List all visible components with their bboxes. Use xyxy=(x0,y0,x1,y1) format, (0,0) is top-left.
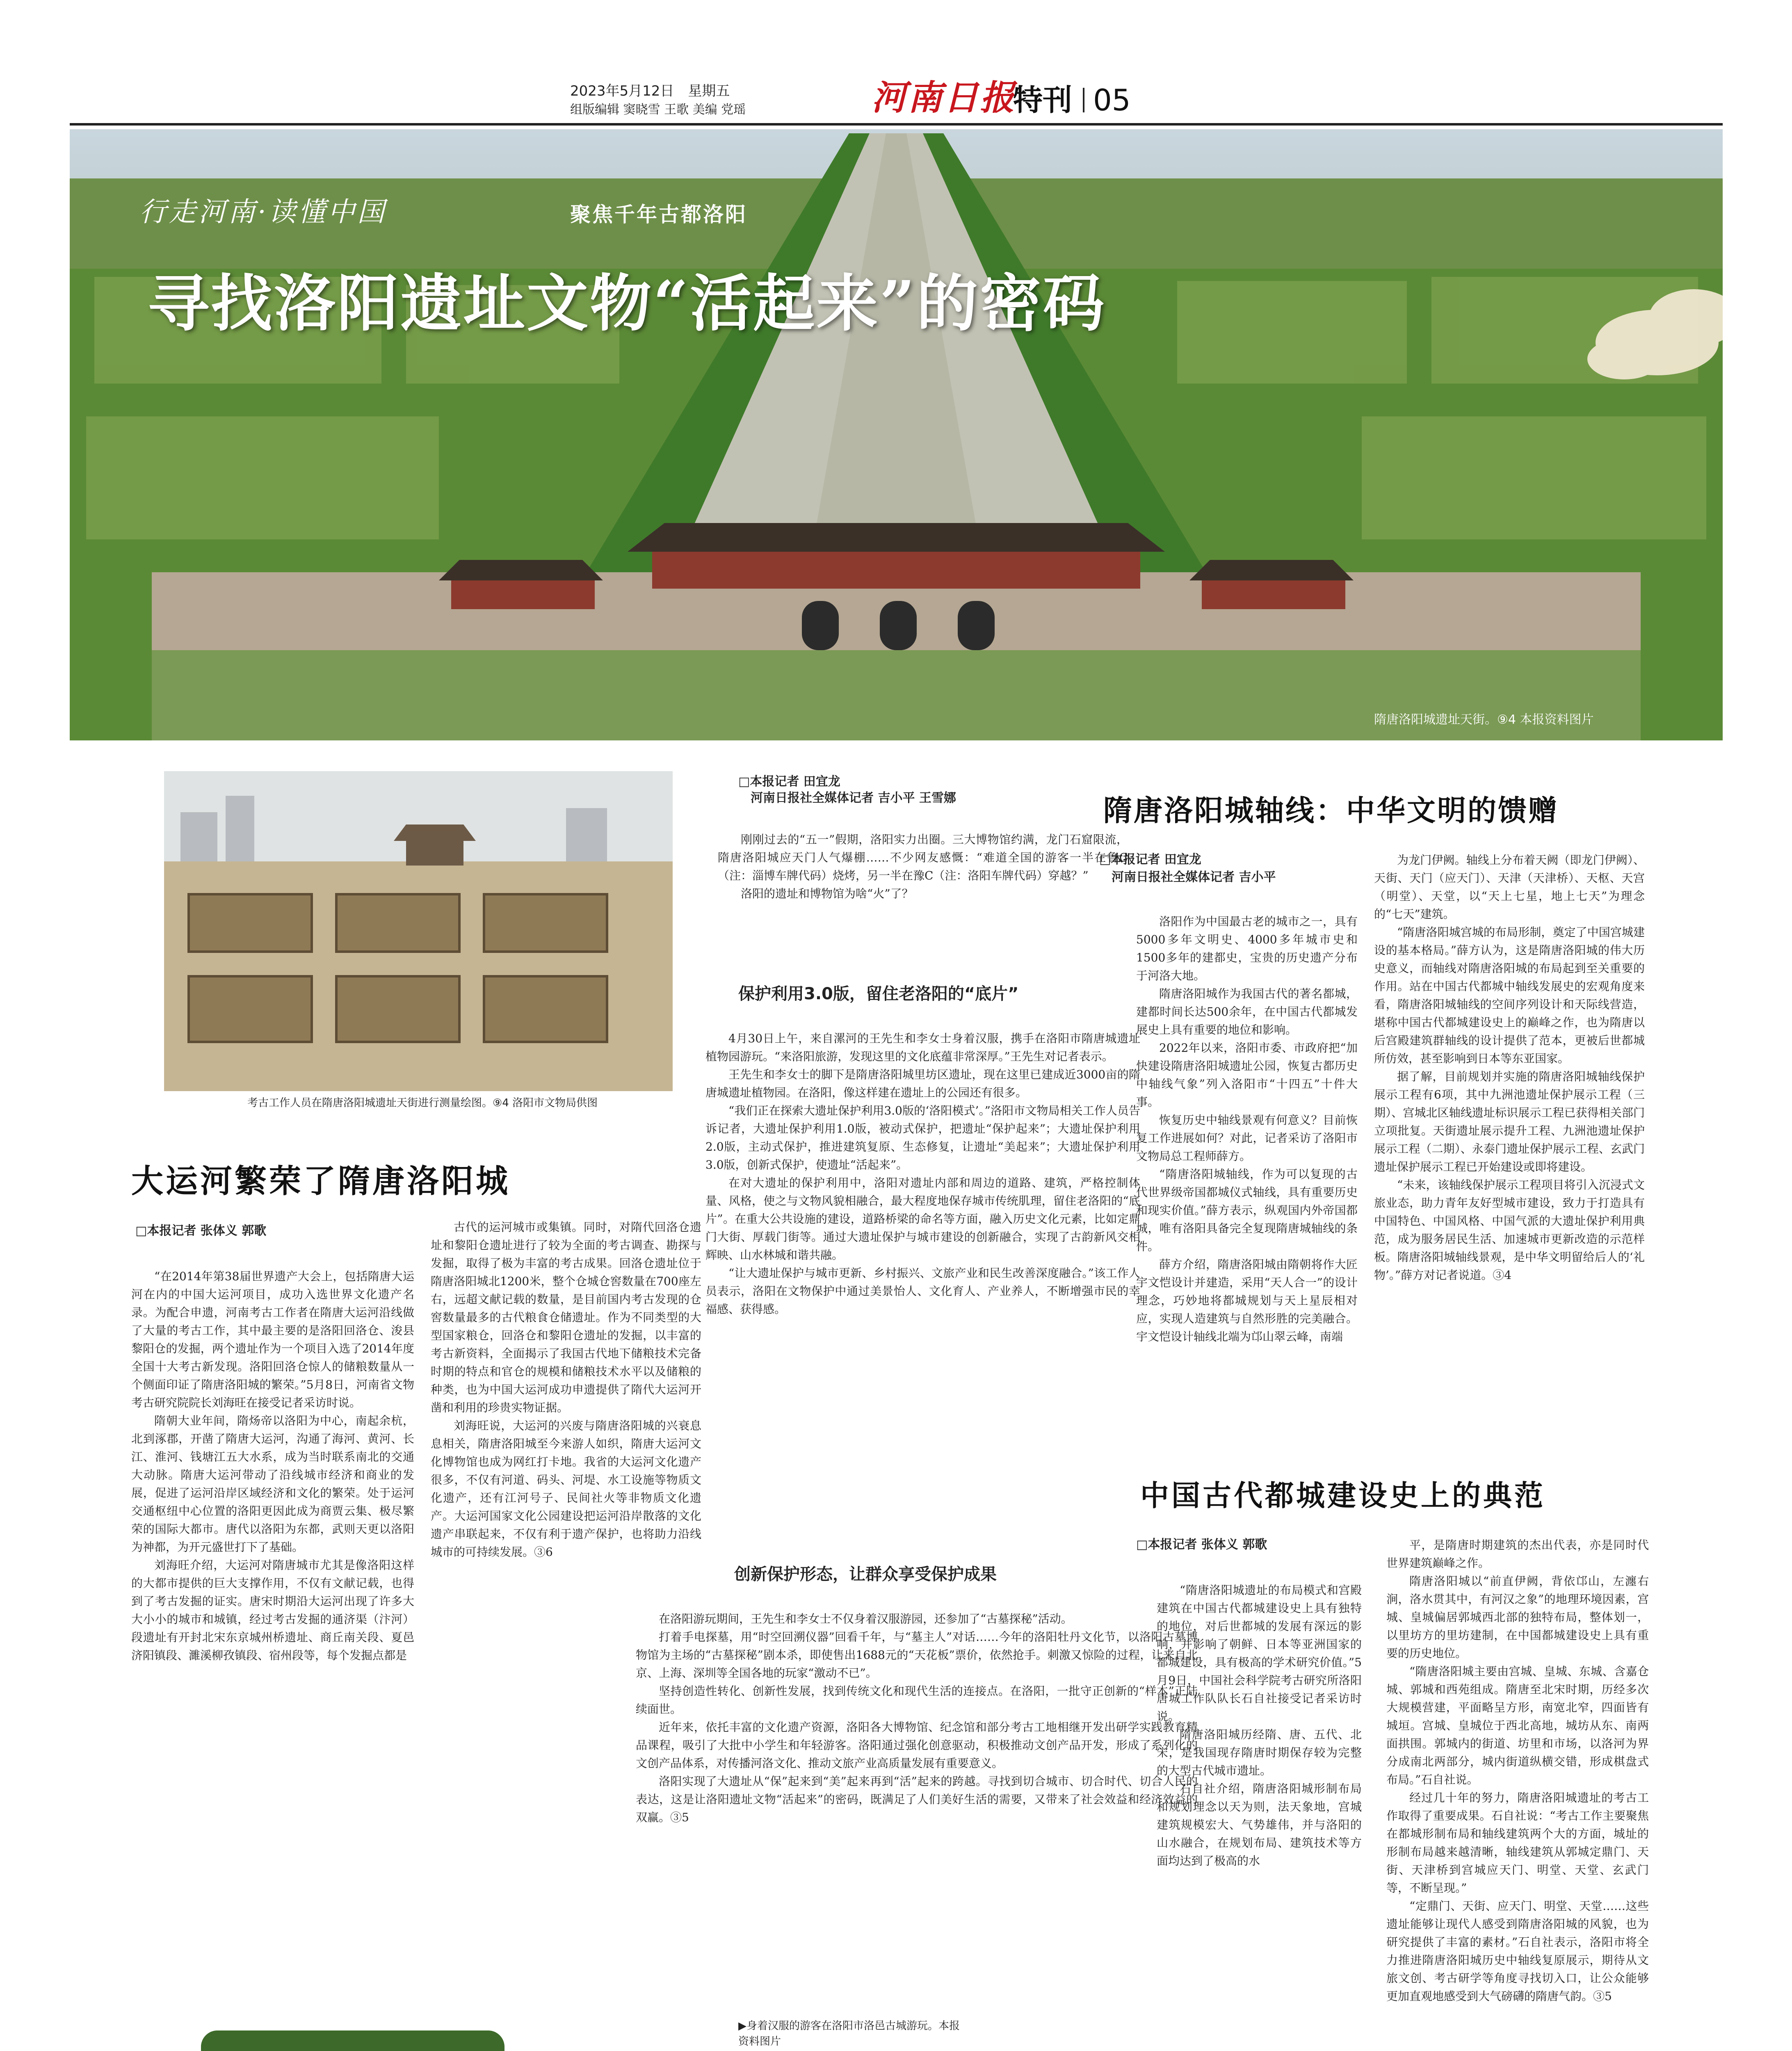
paragraph: 石自社介绍，隋唐洛阳城形制布局和规划理念以天为则，法天象地，宫城建筑规模宏大、气势雄伟，并与洛阳的山水融合，在规划布局、建筑技术等方面均达到了极高的水 xyxy=(1157,1782,1362,1868)
paragraph: 坚持创造性转化、创新性发展，找到传统文化和现代生活的连接点。在洛阳，一批守正创新的“样本”正陆续面世。 xyxy=(636,1684,1198,1716)
paragraph: “定鼎门、天街、应天门、明堂、天堂……这些遗址能够让现代人感受到隋唐洛阳城的风貌，也为研究提供了丰富的素材。”石自社表示，洛阳市将全力推进隋唐洛阳城历史中轴线复原展示，期待从文旅文创、考古研学等角度寻找切入口，让公众能够更加直观地感受到大气磅礴的隋唐气韵。③5 xyxy=(1386,1899,1649,2003)
capital-article-col2 xyxy=(1386,1536,1649,2005)
paragraph: 2022年以来，洛阳市委、市政府把“加快建设隋唐洛阳城遗址公园，恢复古都历史中轴线气象”列入洛阳市“十四五”十件大事。 xyxy=(1136,1041,1358,1109)
paragraph: 隋唐洛阳城历经隋、唐、五代、北宋，是我国现存隋唐时期保存较为完整的大型古代城市遗址。 xyxy=(1157,1728,1362,1777)
paragraph: 刘海旺介绍，大运河对隋唐城市尤其是像洛阳这样的大都市提供的巨大支撑作用，不仅有文献记载，也得到了考古发掘的证实。唐宋时期沿大运河出现了许多大大小小的城市和城镇，经过考古发掘的通济渠（汴河）段遗址有开封北宋东京城州桥遗址、商丘南关段、夏邑济阳镇段、濉溪柳孜镇段、宿州段等，每个发掘点都是 xyxy=(131,1558,414,1662)
capital-article-col1 xyxy=(1157,1581,1362,1870)
paragraph: 洛阳作为中国最古老的城市之一，具有5000多年文明史、4000多年城市史和1500多年的建都史，宝贵的历史遗产分布于河洛大地。 xyxy=(1136,915,1358,982)
paragraph: 为龙门伊阙。轴线上分布着天阙（即龙门伊阙）、天街、天门（应天门）、天津（天津桥）、天枢、天宫（明堂）、天堂，以“天上七星，地上七天”为理念的“七天”建筑。 xyxy=(1374,853,1645,921)
paragraph: 4月30日上午，来自漯河的王先生和李女士身着汉服，携手在洛阳市隋唐城遗址植物园游玩。“来洛阳旅游，发现这里的文化底蕴非常深厚。”王先生对记者表示。 xyxy=(705,1032,1140,1063)
paragraph: 打着手电探墓，用“时空回溯仪器”回看千年，与“墓主人”对话……今年的洛阳牡丹文化节，以洛阳古墓博物馆为主场的“古墓探秘”剧本杀，即使售出1688元的“天花板”票价，依然抢手。刺激又惊险的过程，让来自北京、上海、深圳等全国各地的玩家“激动不已”。 xyxy=(636,1630,1198,1680)
drilling-photo xyxy=(201,2030,504,2051)
hanfu-photo-caption: ▶身着汉服的游客在洛阳市洛邑古城游玩。本报资料图片 xyxy=(738,2020,960,2048)
center-article-byline-2: 河南日报社全媒体记者 吉小平 王雪娜 xyxy=(751,791,956,805)
header-editors: 组版编辑 窦晓雪 王歌 美编 党瑶 xyxy=(570,103,746,117)
axis-article-byline-1: □本报记者 田宜龙 xyxy=(1099,852,1201,867)
paragraph: 古代的运河城市或集镇。同时，对隋代回洛仓遗址和黎阳仓遗址进行了较为全面的考古调查、勘探与发掘，取得了极为丰富的考古成果。回洛仓遗址位于隋唐洛阳城北1200米，整个仓城仓窖数量在700座左右，远超文献记载的数量，是目前国内考古发现的仓窖数量最多的古代粮食仓储遗址。作为不同类型的大型国家粮仓，回洛仓和黎阳仓遗址的发掘，以丰富的考古新资料，全面揭示了我国古代地下储粮技术完备时期的特点和官仓的规模和储粮技术水平以及储粮的种类，也为中国大运河成功申遗提供了隋代大运河开凿和利用的珍贵实物证据。 xyxy=(431,1220,701,1414)
axis-article-col1 xyxy=(1136,913,1358,1346)
paragraph: 隋唐洛阳城作为我国古代的著名都城，建都时间长达500余年，在中国古代都城发展史上具有重要的地位和影响。 xyxy=(1136,987,1358,1037)
center-article-intro xyxy=(718,831,1128,903)
header-rule xyxy=(70,123,1723,126)
survey-photo xyxy=(164,771,673,1091)
paragraph: “未来，该轴线保护展示工程项目将引入沉浸式文旅业态，助力青年友好型城市建设，致力于打造具有中国特色、中国风格、中国气派的大遗址保护利用典范，成为服务居民生活、加速城市更新改造的示范样板。隋唐洛阳城轴线景观，是中华文明留给后人的‘礼物’。”薛方对记者说道。③4 xyxy=(1374,1178,1645,1282)
paragraph: 近年来，依托丰富的文化遗产资源，洛阳各大博物馆、纪念馆和部分考古工地相继开发出研学实践教育精品课程，吸引了大批中小学生和年轻游客。洛阳通过强化创意驱动，积极推动文创产品开发，形成了系列化的文创产品体系，对传播河洛文化、推动文旅产业高质量发展有重要意义。 xyxy=(636,1720,1198,1770)
paragraph: 经过几十年的努力，隋唐洛阳城遗址的考古工作取得了重要成果。石自社说：“考古工作主要聚焦在都城形制布局和轴线建筑两个大的方面，城址的形制布局越来越清晰，轴线建筑从郭城定鼎门、天街、天津桥到宫城应天门、明堂、天堂、玄武门等，不断呈现。” xyxy=(1386,1791,1649,1895)
canal-article-title: 大运河繁荣了隋唐洛阳城 xyxy=(131,1163,511,1200)
hero-subkicker: 聚焦千年古都洛阳 xyxy=(570,203,747,226)
paragraph: “隋唐洛阳城轴线，作为可以复现的古代世界级帝国都城仪式轴线，具有重要历史和现实价值。”薛方表示，纵观国内外帝国都城，唯有洛阳具备完全复现隋唐城轴线的条件。 xyxy=(1136,1167,1358,1253)
newspaper-logo: 河南日报 xyxy=(872,77,1016,118)
paragraph: 薛方介绍，隋唐洛阳城由隋朝将作大匠宇文恺设计并建造，采用“天人合一”的设计理念，巧妙地将都城规划与天上星辰相对应，实现人造建筑与自然形胜的完美融合。宇文恺设计轴线北端为邙山翠云峰，南端 xyxy=(1136,1258,1358,1343)
paragraph: “隋唐洛阳城主要由宫城、皇城、东城、含嘉仓城、郭城和西苑组成。隋唐至北宋时期，历经多次大规模营建，平面略呈方形，南宽北窄，四面皆有城垣。宫城、皇城位于西北高地，城坊从东、南两面拱围。郭城内的街道、坊里和市场，以洛河为界分成南北两部分，城内街道纵横交错，形成棋盘式布局。”石自社说。 xyxy=(1386,1665,1649,1786)
center-subheading-1: 保护利用3.0版，留住老洛阳的“底片” xyxy=(738,984,1019,1003)
paragraph: “隋唐洛阳城宫城的布局形制，奠定了中国宫城建设的基本格局。”薛方认为，这是隋唐洛阳城的伟大历史意义，而轴线对隋唐洛阳城的布局起到至关重要的作用。站在中国古代都城中轴线发展史的宏观角度来看，隋唐洛阳城轴线的空间序列设计和天际线营造，堪称中国古代都城建设史上的巅峰之作，也为隋唐以后宫殿建筑群轴线的设计提供了范本，更被后世都城所仿效，甚至影响到日本等东亚国家。 xyxy=(1374,925,1645,1065)
paragraph: 王先生和李女士的脚下是隋唐洛阳城里坊区遗址，现在这里已建成近3000亩的隋唐城遗址植物园。在洛阳，像这样建在遗址上的公园还有很多。 xyxy=(705,1068,1140,1099)
hero-photo xyxy=(70,129,1723,740)
center-article-body1 xyxy=(705,1030,1140,1318)
axis-article-col2 xyxy=(1374,851,1645,1284)
paragraph: 在对大遗址的保护利用中，洛阳对遗址内部和周边的道路、建筑，严格控制体量、风格，使之与文物风貌相融合，最大程度地保存城市传统肌理，留住老洛阳的“底片”。在重大公共设施的建设，道路桥梁的命名等方面，融入历史文化元素，比如定鼎门大街、厚载门街等。通过大遗址保护与城市建设的创新融合，实现了古韵新风交相辉映、山水林城和谐共融。 xyxy=(705,1176,1140,1262)
capital-article-byline: □本报记者 张体义 郭歌 xyxy=(1136,1537,1267,1552)
header-date: 2023年5月12日 星期五 xyxy=(570,83,730,99)
hero-photo-caption: 隋唐洛阳城遗址天街。⑨4 本报资料图片 xyxy=(1374,713,1594,727)
page-number: 05 xyxy=(1093,83,1131,117)
section-name: 特刊 xyxy=(1013,83,1073,117)
paragraph: 隋朝大业年间，隋炀帝以洛阳为中心，南起余杭，北到涿郡，开凿了隋唐大运河，沟通了海河、黄河、长江、淮河、钱塘江五大水系，成为当时联系南北的交通大动脉。隋唐大运河带动了沿线城市经济和商业的发展，促进了运河沿岸区域经济和文化的繁荣。处于运河交通枢纽中心位置的洛阳更因此成为商贾云集、极尽繁荣的国际大都市。唐代以洛阳为东都，武则天更以洛阳为神都，为开元盛世打下了基础。 xyxy=(131,1414,414,1554)
header xyxy=(70,78,1723,123)
paragraph: “隋唐洛阳城遗址的布局模式和宫殿建筑在中国古代都城建设史上具有独特的地位，对后世都城的发展有深远的影响，并影响了朝鲜、日本等亚洲国家的都城建设，具有极高的学术研究价值。”5月9日，中国社会科学院考古研究所洛阳唐城工作队队长石自社接受记者采访时说。 xyxy=(1157,1583,1362,1723)
paragraph: 恢复历史中轴线景观有何意义？目前恢复工作进展如何？对此，记者采访了洛阳市文物局总工程师薛方。 xyxy=(1136,1113,1358,1163)
paragraph: 在洛阳游玩期间，王先生和李女士不仅身着汉服游园，还参加了“古墓探秘”活动。 xyxy=(659,1612,1073,1626)
axis-article-title: 隋唐洛阳城轴线：中华文明的馈赠 xyxy=(1103,794,1559,827)
canal-article-byline: □本报记者 张体义 郭歌 xyxy=(135,1224,267,1238)
paragraph: “在2014年第38届世界遗产大会上，包括隋唐大运河在内的中国大运河项目，成功入选世界文化遗产名录。为配合申遗，河南考古工作者在隋唐大运河沿线做了大量的考古工作，其中最主要的是洛阳回洛仓、浚县黎阳仓的发掘，两个遗址作为一个项目入选了2014年度全国十大考古新发现。洛阳回洛仓惊人的储粮数量从一个侧面印证了隋唐洛阳城的繁荣。”5月8日，河南省文物考古研究院院长刘海旺在接受记者采访时说。 xyxy=(131,1270,414,1409)
paragraph: 刘海旺说，大运河的兴废与隋唐洛阳城的兴衰息息相关，隋唐洛阳城至今来游人如织，隋唐大运河文化博物馆也成为网红打卡地。我省的大运河文化遗产很多，不仅有河道、码头、河堤、水工设施等物质文化遗产，还有江河号子、民间社火等非物质文化遗产。大运河国家文化公园建设把运河沿岸散落的文化遗产串联起来，不仅有利于遗产保护，也将助力沿线城市的可持续发展。③6 xyxy=(431,1419,701,1559)
hero-kicker: 行走河南·读懂中国 xyxy=(139,196,387,228)
excavation-survey-image xyxy=(164,771,673,1091)
survey-photo-caption: 考古工作人员在隋唐洛阳城遗址天街进行测量绘图。⑨4 洛阳市文物局供图 xyxy=(247,1097,598,1109)
capital-article-title: 中国古代都城建设史上的典范 xyxy=(1140,1479,1545,1512)
center-article-body2 xyxy=(636,1610,1198,1827)
paragraph: 洛阳实现了大遗址从“保”起来到“美”起来再到“活”起来的跨越。寻找到切合城市、切合时代、切合人民的表达，这是让洛阳遗址文物“活起来”的密码，既满足了人们美好生活的需要，又带来了社会效益和经济效益的双赢。③5 xyxy=(636,1775,1198,1824)
paragraph: 隋唐洛阳城以“前直伊阙，背依邙山，左瀍右涧，洛水贯其中，有河汉之象”的地理环境因素，宫城、皇城偏居郭城西北部的独特布局，整体划一，以里坊方的里坊建制，在中国都城建设史上具有重要的历史地位。 xyxy=(1386,1574,1649,1660)
axis-article-byline-2: 河南日报社全媒体记者 吉小平 xyxy=(1112,870,1276,884)
canal-article-col1 xyxy=(131,1268,414,2022)
paragraph: 据了解，目前规划并实施的隋唐洛阳城轴线保护展示工程有6项，其中九洲池遗址保护展示工程（三期）、宫城北区轴线遗址标识展示工程已获得相关部门立项批复。天街遗址展示提升工程、九洲池遗址保护展示工程（二期）、永泰门遗址保护展示工程、玄武门遗址保护展示工程已开始建设或即将建设。 xyxy=(1374,1070,1645,1174)
paragraph: 洛阳的遗址和博物馆为啥“火”了？ xyxy=(741,887,913,900)
center-article-byline-1: □本报记者 田宜龙 xyxy=(738,774,840,789)
paragraph: 平，是隋唐时期建筑的杰出代表，亦是同时代世界建筑巅峰之作。 xyxy=(1386,1538,1649,1570)
header-divider-vertical xyxy=(1083,88,1084,112)
canal-article-col2 xyxy=(431,1218,701,1961)
paragraph: “我们正在探索大遗址保护利用3.0版的‘洛阳模式’。”洛阳市文物局相关工作人员告诉记者，大遗址保护利用1.0版，被动式保护，把遗址“保护起来”；大遗址保护利用2.0版，主动式保护，推进建筑复原、生态修复，让遗址“美起来”；大遗址保护利用3.0版，创新式保护，使遗址“活起来”。 xyxy=(705,1104,1140,1172)
paragraph: 刚刚过去的“五一”假期，洛阳实力出圈。三大博物馆约满，龙门石窟限流，隋唐洛阳城应天门人气爆棚……不少网友感慨：“难道全国的游客一半在鲁C（注：淄博车牌代码）烧烤，另一半在豫C（注：洛阳车牌代码）穿越？” xyxy=(718,833,1128,882)
drilling-excavation-image xyxy=(201,2030,504,2051)
hero-title: 寻找洛阳遗址文物“活起来”的密码 xyxy=(148,267,1106,340)
center-subheading-2: 创新保护形态，让群众享受保护成果 xyxy=(734,1565,997,1584)
paragraph: “让大遗址保护与城市更新、乡村振兴、文旅产业和民生改善深度融合。”该工作人员表示，洛阳在文物保护中通过美景怡人、文化育人、产业养人，不断增强市民的幸福感、获得感。 xyxy=(705,1266,1140,1316)
